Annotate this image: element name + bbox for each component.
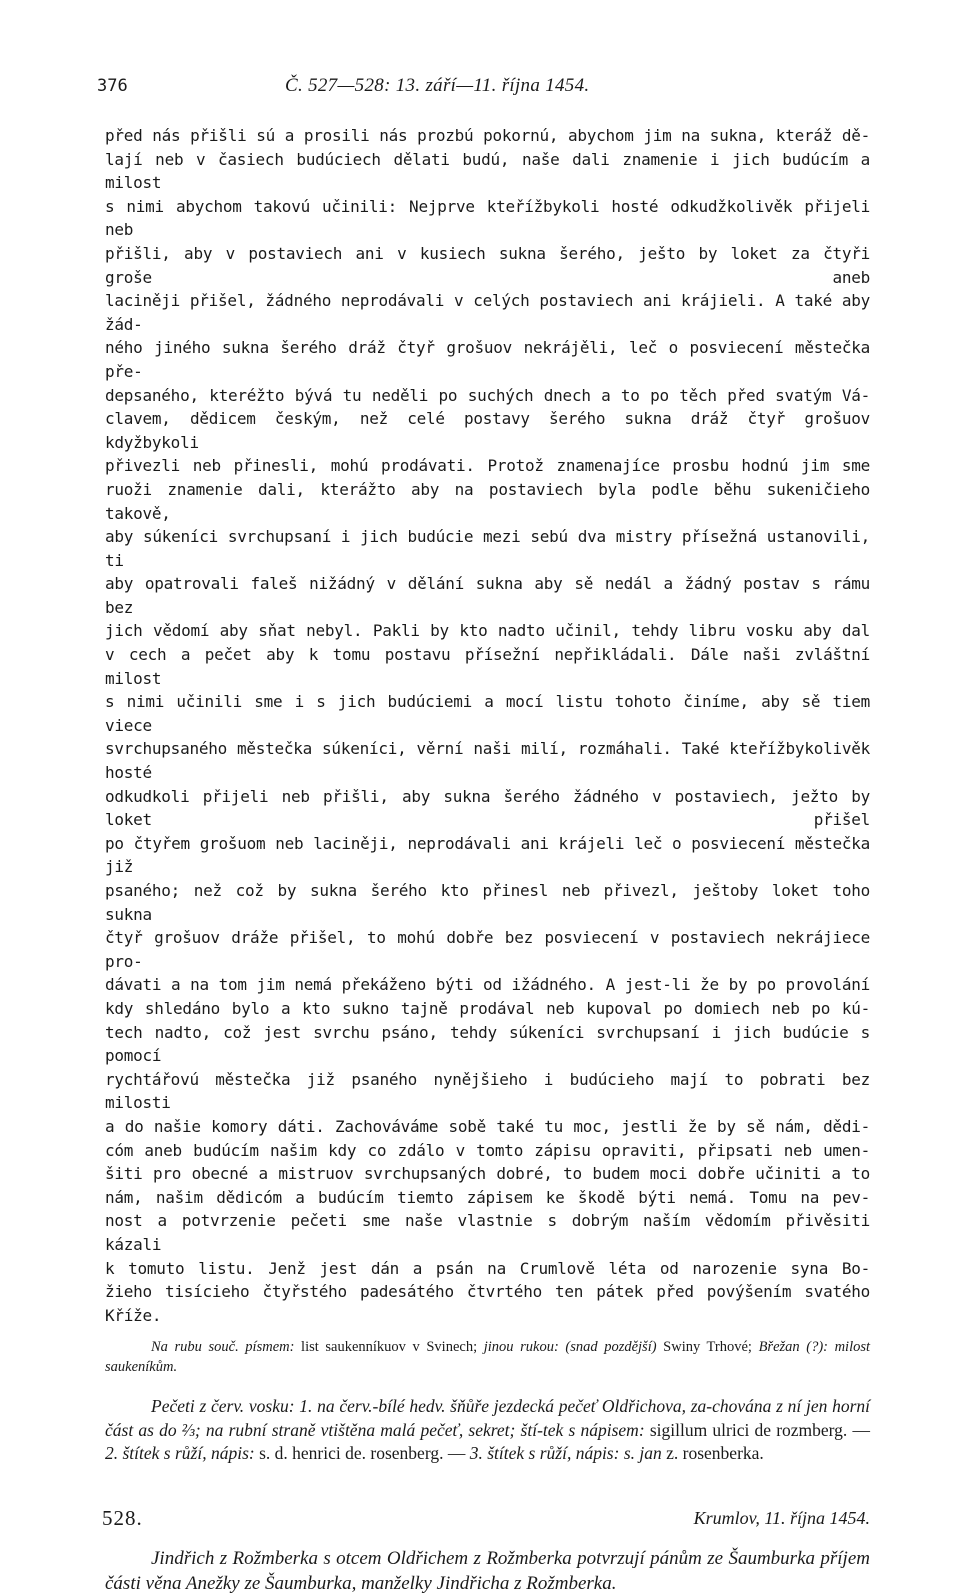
text-line: aby súkeníci svrchupsaní i jich budúcie mezi sebú dva mistry přísežná ustanovili, ti [105, 527, 870, 570]
text-line: kdy shledáno bylo a kto sukno tajně prodával neb kupoval po domiech neb po kú- [105, 998, 870, 1018]
text-line: nám, našim dědicóm a budúcím tiemto zápisem ke škodě býti nemá. Tomu na pev- [105, 1187, 870, 1207]
text-line: svrchupsaného městečka súkeníci, věrní naši milí, rozmáhali. Také kteřížbykolivěk hosté [105, 739, 870, 783]
text-line: lají neb v časiech budúciech dělati budú, naše dali znamenie i jich budúcím a milost [105, 149, 870, 193]
text-line: šiti pro obecné a mistruov svrchupsaných dobré, to budem moci dobře učiniti a to [105, 1164, 870, 1184]
seals-part-3: 3. štítek s růží, nápis: s. jan [469, 1443, 662, 1464]
text-line: rychtářovú městečka již psaného nynějšieho i budúcieho mají to pobrati bez milosti [105, 1069, 870, 1113]
text-line: s nimi abychom takovú učinili: Nejprve kteřížbykoli hosté odkudžkolivěk přijeli neb [105, 196, 870, 240]
endorsement-note [105, 1337, 870, 1377]
seals-text-3: z. rosenberka. [661, 1443, 764, 1464]
text-line: laciněji přišel, žádného neprodávali v celých postaviech ani krájieli. A také aby žád- [105, 291, 870, 334]
running-title: Č. 527—528: 13. září—11. října 1454. [285, 75, 590, 96]
text-line: cóm aneb budúcím našim kdy co zdálo v tomto zápisu opraviti, připsati neb umen- [105, 1140, 870, 1160]
text-line: jich vědomí aby sňat nebyl. Pakli by kto nadto učinil, tehdy libru vosku aby dal [105, 621, 870, 641]
text-line: clavem, dědicem českým, než celé postavy šerého sukna dráž čtyř grošuov kdyžbykoli [105, 409, 870, 452]
text-line: v cech a pečet aby k tomu postavu přísežní nepřikládali. Dále naši zvláštní milost [105, 645, 870, 688]
note-label-2: jinou rukou: (snad pozdější) [483, 1339, 657, 1356]
text-line: aby opatrovali faleš nižádný v dělání sukna aby sě nedál a žádný postav s rámu bez [105, 574, 870, 617]
seals-text-1: sigillum ulrici de rozmberg. — [644, 1419, 870, 1440]
text-line: tech nadto, což jest svrchu psáno, tehdy súkeníci svrchupsaní i jich budúcie s pomocí [105, 1022, 870, 1066]
text-line: s nimi učinili sme i s jich budúciemi a mocí listu tohoto činíme, aby sě tiem viece [105, 692, 870, 735]
text-line: ruoži znamenie dali, kterážto aby na postaviech byla podle běhu sukeničieho takově, [105, 479, 870, 523]
charter-text [105, 124, 870, 1327]
text-line: dávati a na tom jim nemá překáženo býti od ižádného. A jest-li že by po provolání [105, 975, 870, 995]
text-line: přišli, aby v postaviech ani v kusiech sukna šerého, ješto by loket za čtyři groše aneb [105, 243, 870, 287]
note-text-2: Swiny Trhové; [656, 1339, 759, 1356]
text-line: depsaného, kteréžto bývá tu neděli po suchých dnech a to po těch před svatým Vá- [105, 385, 870, 405]
text-line: přivezli neb přinesli, mohú prodávati. Protož znamenajíce prosbu hodnú jim sme [105, 456, 870, 476]
text-line: před nás přišli sú a prosili nás prozbú pokornú, abychom jim na sukna, kteráž dě- [105, 126, 870, 145]
text-line: žieho tisícieho čtyřstého padesátého čtvrtého ten pátek před povýšením svatého Kříže. [105, 1282, 870, 1325]
text-line: a do našie komory dáti. Zachováváme sobě také tu moc, jestli že by sě nám, dědi- [105, 1116, 870, 1136]
page-number: 376 [97, 76, 128, 96]
running-header [97, 72, 870, 104]
seals-part-2: 2. štítek s růží, nápis: [105, 1443, 255, 1464]
text-line: odkudkoli přijeli neb přišli, aby sukna šerého žádného v postaviech, ježto by loket přišel [105, 786, 870, 830]
note-text-1: list saukenníkuov v Svinech; [294, 1339, 484, 1356]
entry-summary: Jindřich z Rožmberka s otcem Oldřichem z Rožmberka potvrzují pánům ze Šaumburka příjem části věna Anežky ze Šaumburka, manželky Jindřicha z Rožmberka. [105, 1547, 870, 1594]
note-label-1: Na rubu souč. písmem: [151, 1339, 295, 1356]
document-page [97, 72, 871, 1596]
seals-description [105, 1395, 870, 1466]
entry-heading [102, 1505, 870, 1536]
text-line: po čtyřem grošuom neb laciněji, neprodávali ani krájeli leč o posviecení městečka již [105, 833, 870, 877]
note-label-3: Břežan (?): milost saukeníkům. [105, 1339, 871, 1376]
seals-part-1: Pečeti z červ. vosku: 1. na červ.-bílé hedv. šňůře jezdecká pečeť Oldřichova, za-chována z ní jen horní část as do ⅔; na rubní straně vtištěna malá pečeť, sekret; ští-tek s nápisem: [105, 1396, 870, 1440]
text-line: psaného; než což by sukna šerého kto přinesl neb přivezl, ještoby loket toho sukna [105, 881, 870, 924]
text-line: ného jiného sukna šerého dráž čtyř grošuov nekrájěli, leč o posviecení městečka pře- [105, 338, 870, 381]
entry-place-date: Krumlov, 11. října 1454. [693, 1507, 870, 1528]
text-line: čtyř grošuov dráže přišel, to mohú dobře bez posviecení v postaviech nekrájiece pro- [105, 928, 870, 971]
seals-text-2: s. d. henrici de. rosenberg. — [254, 1443, 470, 1464]
entry-number: 528. [102, 1505, 143, 1530]
text-line: k tomuto listu. Jenž jest dán a psán na Crumlově léta od narozenie syna Bo- [105, 1258, 870, 1278]
text-line: nost a potvrzenie pečeti sme naše vlastnie s dobrým naším vědomím přivěsiti kázali [105, 1211, 870, 1254]
